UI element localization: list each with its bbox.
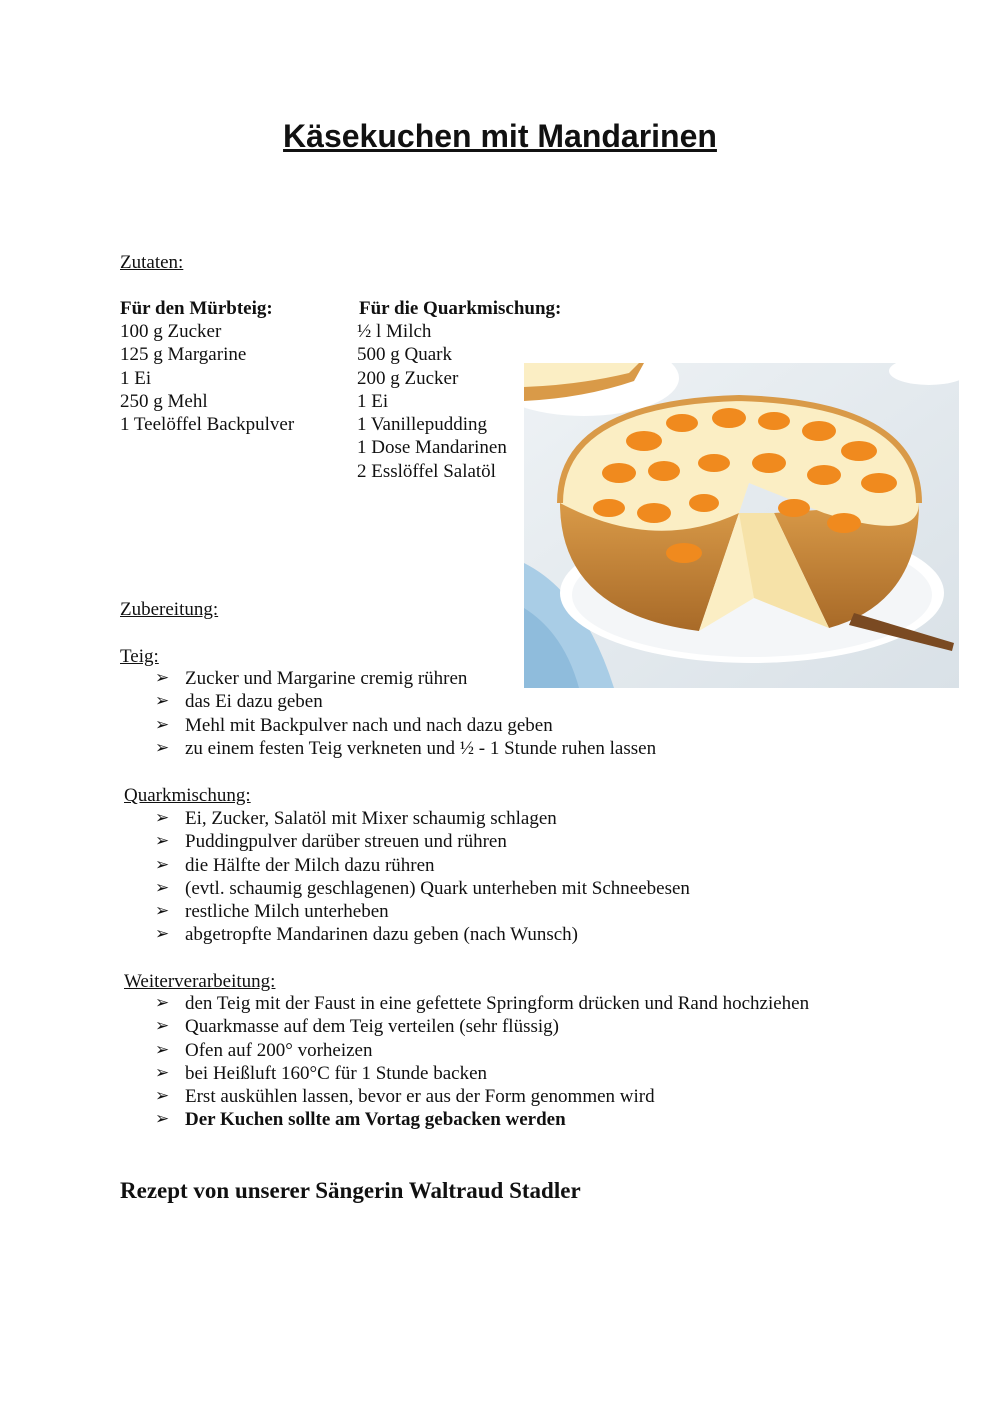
weiterverarbeitung-steps-list bbox=[155, 992, 809, 1132]
preparation-heading: Zubereitung: bbox=[120, 599, 219, 620]
list-item: ➢ Ofen auf 200° vorheizen bbox=[155, 1039, 373, 1061]
ingredient-item: 1 Teelöffel Backpulver bbox=[120, 414, 295, 436]
arrowhead-bullet-icon: ➢ bbox=[155, 831, 170, 852]
arrowhead-bullet-icon: ➢ bbox=[155, 1039, 170, 1060]
arrowhead-bullet-icon: ➢ bbox=[155, 808, 170, 828]
weiterverarbeitung-heading: Weiterverarbeitung: bbox=[124, 971, 276, 992]
recipe-title: Käsekuchen mit Mandarinen bbox=[283, 118, 717, 154]
arrowhead-bullet-icon: ➢ bbox=[155, 1062, 170, 1083]
quarkmischung-steps-list bbox=[155, 807, 690, 947]
list-item: ➢ den Teig mit der Faust in eine gefettete Springform drücken und Rand hochziehen bbox=[155, 993, 810, 1014]
arrowhead-bullet-icon: ➢ bbox=[155, 668, 170, 688]
list-item: ➢ Quarkmasse auf dem Teig verteilen (sehr flüssig) bbox=[155, 1016, 559, 1038]
list-item: ➢ Puddingpulver darüber streuen und rühren bbox=[155, 831, 507, 853]
teig-steps-list bbox=[155, 667, 656, 760]
list-item: ➢ bei Heißluft 160°C für 1 Stunde backen bbox=[155, 1062, 488, 1084]
list-item: ➢ abgetropfte Mandarinen dazu geben (nach Wunsch) bbox=[155, 924, 578, 946]
quarkmischung-ingredients-heading: Für die Quarkmischung: bbox=[359, 298, 562, 319]
ingredient-item: 1 Vanillepudding bbox=[357, 414, 488, 436]
ingredient-item: 200 g Zucker bbox=[357, 367, 459, 389]
list-item: ➢ Erst auskühlen lassen, bevor er aus der Form genommen wird bbox=[155, 1086, 655, 1108]
recipe-credit: Rezept von unserer Sängerin Waltraud Stadler bbox=[120, 1178, 581, 1203]
arrowhead-bullet-icon: ➢ bbox=[155, 901, 170, 922]
list-item: ➢ zu einem festen Teig verkneten und ½ - 1 Stunde ruhen lassen bbox=[155, 737, 657, 759]
list-item: ➢ restliche Milch unterheben bbox=[155, 901, 389, 923]
muerbteig-heading: Für den Mürbteig: bbox=[120, 298, 273, 319]
list-item: ➢ Ei, Zucker, Salatöl mit Mixer schaumig schlagen bbox=[155, 808, 557, 829]
arrowhead-bullet-icon: ➢ bbox=[155, 1086, 170, 1107]
arrowhead-bullet-icon: ➢ bbox=[155, 1109, 170, 1130]
list-item: ➢ Der Kuchen sollte am Vortag gebacken werden bbox=[155, 1109, 566, 1131]
quarkmischung-heading: Quarkmischung: bbox=[124, 785, 251, 806]
ingredient-item: 1 Ei bbox=[357, 390, 389, 412]
arrowhead-bullet-icon: ➢ bbox=[155, 737, 170, 758]
ingredient-item: 1 Ei bbox=[120, 367, 152, 389]
list-item: ➢ Mehl mit Backpulver nach und nach dazu geben bbox=[155, 714, 553, 736]
ingredient-item: 125 g Margarine bbox=[120, 344, 247, 366]
list-item: ➢ die Hälfte der Milch dazu rühren bbox=[155, 854, 435, 876]
arrowhead-bullet-icon: ➢ bbox=[155, 1016, 170, 1037]
arrowhead-bullet-icon: ➢ bbox=[155, 714, 170, 735]
muerbteig-ingredient-list bbox=[120, 320, 294, 436]
arrowhead-bullet-icon: ➢ bbox=[155, 854, 170, 875]
ingredient-item: 2 Esslöffel Salatöl bbox=[357, 460, 496, 482]
arrowhead-bullet-icon: ➢ bbox=[155, 877, 170, 898]
cheesecake-photo bbox=[524, 363, 959, 688]
quarkmischung-ingredient-list bbox=[357, 320, 507, 483]
ingredient-item: 250 g Mehl bbox=[120, 390, 208, 412]
ingredient-item: 500 g Quark bbox=[357, 344, 452, 366]
list-item: ➢ das Ei dazu geben bbox=[155, 691, 323, 713]
ingredients-heading: Zutaten: bbox=[120, 252, 184, 273]
ingredient-item: 100 g Zucker bbox=[120, 321, 222, 342]
list-item: ➢ (evtl. schaumig geschlagenen) Quark unterheben mit Schneebesen bbox=[155, 877, 690, 899]
ingredient-item: 1 Dose Mandarinen bbox=[357, 437, 507, 459]
arrowhead-bullet-icon: ➢ bbox=[155, 924, 170, 945]
arrowhead-bullet-icon: ➢ bbox=[155, 993, 170, 1013]
ingredient-item: ½ l Milch bbox=[357, 321, 432, 342]
list-item: ➢ Zucker und Margarine cremig rühren bbox=[155, 668, 468, 689]
teig-heading: Teig: bbox=[120, 646, 159, 667]
arrowhead-bullet-icon: ➢ bbox=[155, 691, 170, 712]
